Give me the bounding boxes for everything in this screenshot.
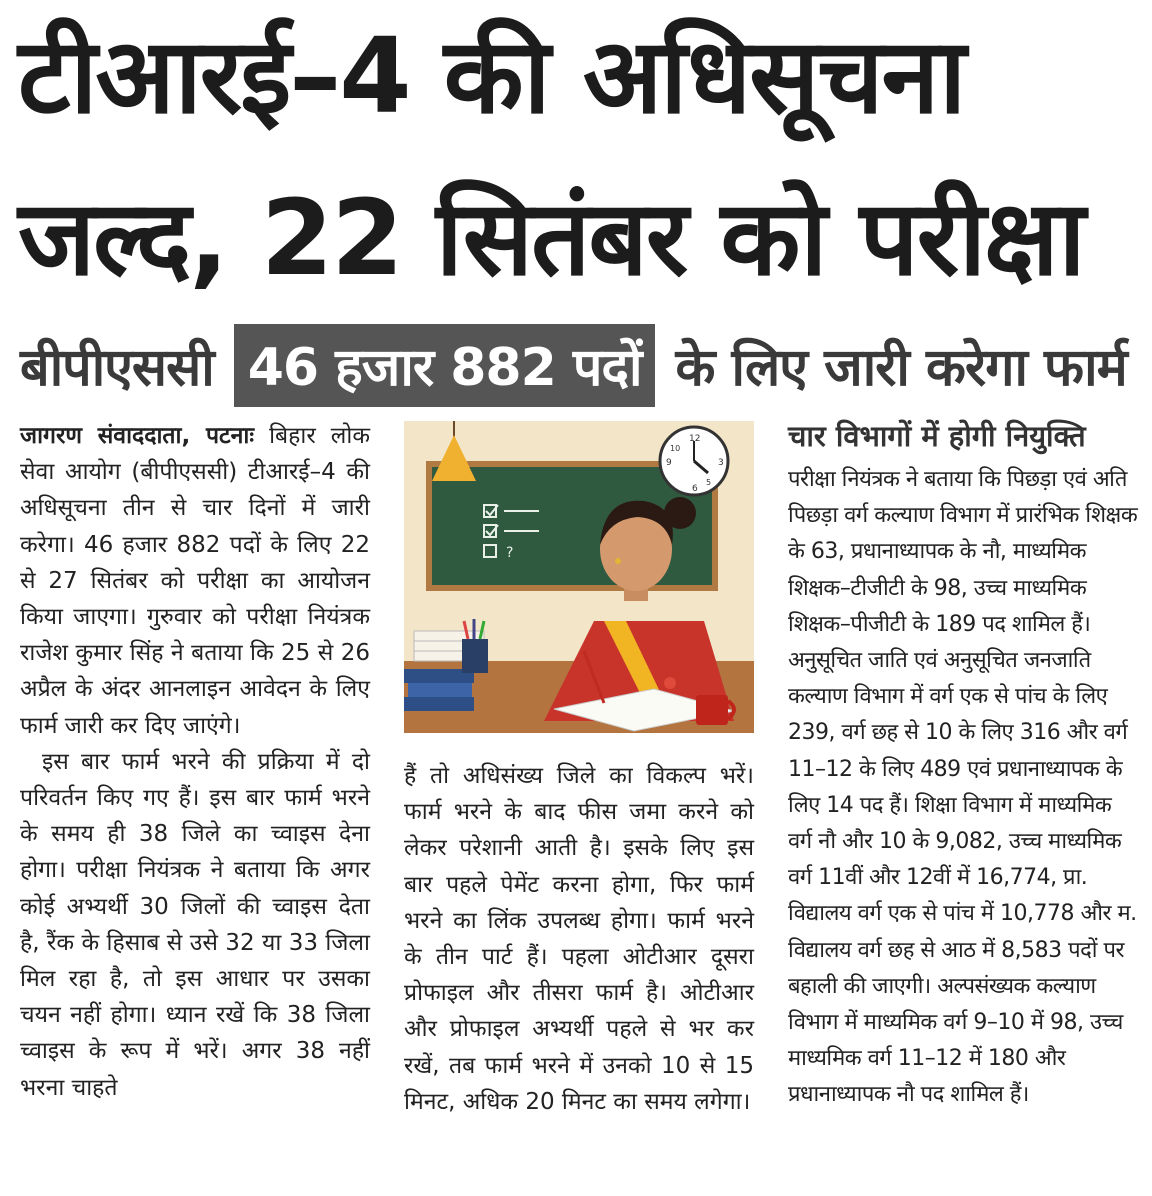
article-column-3 <box>788 462 1138 1114</box>
subheadline <box>20 326 1127 404</box>
clock-number-6: 6 <box>692 484 698 494</box>
subheadline-suffix: के लिए जारी करेगा फार्म <box>675 337 1127 398</box>
book-stack <box>404 669 474 711</box>
section-title: चार विभागों में होगी नियुक्ति <box>788 419 1086 453</box>
byline: जागरण संवाददाता, पटनाः <box>20 423 255 449</box>
board-question-mark: ? <box>506 545 514 561</box>
article-paragraph-1 <box>20 418 370 744</box>
subheadline-prefix: बीपीएससी <box>20 337 214 398</box>
red-mug <box>696 695 728 725</box>
headline-line-1: टीआरई–4 की अधिसूचना <box>18 15 965 137</box>
clock-number-9: 9 <box>666 458 672 468</box>
clock-number-12: 12 <box>689 434 701 444</box>
teacher-illustration <box>404 421 754 733</box>
article-paragraph-4: परीक्षा नियंत्रक ने बताया कि पिछड़ा एवं अति पिछड़ा वर्ग कल्याण विभाग में प्रारंभिक शिक्षक के 63, प्रधानाध्यापक के नौ, माध्यमिक शिक्षक–टीजीटी के 98, उच्च माध्यमिक शिक्षक–पीजीटी के 189 पद शामिल हैं। अनुसूचित जाति एवं अनुसूचित जनजाति कल्याण विभाग में वर्ग एक से पांच के लिए 239, वर्ग छह से 10 के लिए 316 और वर्ग 11–12 के लिए 489 एवं प्रधानाध्यापक के लिए 14 पद हैं। शिक्षा विभाग में माध्यमिक वर्ग नौ और 10 के 9,082, उच्च माध्यमिक वर्ग 11वीं और 12वीं में 16,774, प्रा. विद्यालय वर्ग एक से पांच में 10,778 और म. विद्यालय वर्ग छह से आठ में 8,583 पदों पर बहाली की जाएगी। अल्पसंख्यक कल्याण विभाग में माध्यमिक वर्ग 9–10 में 98, उच्च माध्यमिक वर्ग 11–12 में 180 और प्रधानाध्यापक नौ पद शामिल हैं। <box>788 467 1138 1108</box>
pen-holder <box>462 639 488 673</box>
article-column-2 <box>404 758 754 1120</box>
clock-number-10: 10 <box>670 444 681 453</box>
wall-clock <box>660 427 728 495</box>
clock-number-3: 3 <box>718 458 724 468</box>
subheadline-highlight-box: 46 हजार 882 पदों <box>234 324 656 407</box>
article-paragraph-2: इस बार फार्म भरने की प्रक्रिया में दो परिवर्तन किए गए हैं। इस बार फार्म भरने के समय ही 38 जिले का च्वाइस देना होगा। परीक्षा नियंत्रक ने बताया कि अगर कोई अभ्यर्थी 30 जिलों की च्वाइस देता है, रैंक के हिसाब से उसे 32 या 33 जिला मिल रहा है, तो इस आधार पर उसका चयन नहीं होगा। ध्यान रखें कि 38 जिला च्वाइस के रूप में भरें। अगर 38 नहीं भरना चाहते <box>20 748 370 1101</box>
paragraph-1-text: बिहार लोक सेवा आयोग (बीपीएससी) टीआरई–4 की अधिसूचना तीन से चार दिनों में जारी करेगा। 46 हजार 882 पदों के लिए 22 से 27 सितंबर को परीक्षा का आयोजन किया जाएगा। गुरुवार को परीक्षा नियंत्रक राजेश कुमार सिंह ने बताया कि 25 से 26 अप्रैल के अंदर आनलाइन आवेदन के लिए फार्म जारी कर दिए जाएंगे। <box>20 423 371 739</box>
article-column-1 <box>20 418 370 1106</box>
clock-number-5: 5 <box>706 478 712 487</box>
headline-line-2: जल्द, 22 सितंबर को परीक्षा <box>18 177 1084 299</box>
article-paragraph-3: हैं तो अधिसंख्य जिले का विकल्प भरें। फार्म भरने के बाद फीस जमा करने को लेकर परेशानी आती है। इसके लिए इस बार पहले पेमेंट करना होगा, फिर फार्म भरने का लिंक उपलब्ध होगा। फार्म भरने के तीन पार्ट हैं। पहला ओटीआर दूसरा प्रोफाइल और तीसरा फार्म है। ओटीआर और प्रोफाइल अभ्यर्थी पहले से भर कर रखें, तब फार्म भरने में उनको 10 से 15 मिनट, अधिक 20 मिनट का समय लगेगा। <box>404 763 754 1115</box>
